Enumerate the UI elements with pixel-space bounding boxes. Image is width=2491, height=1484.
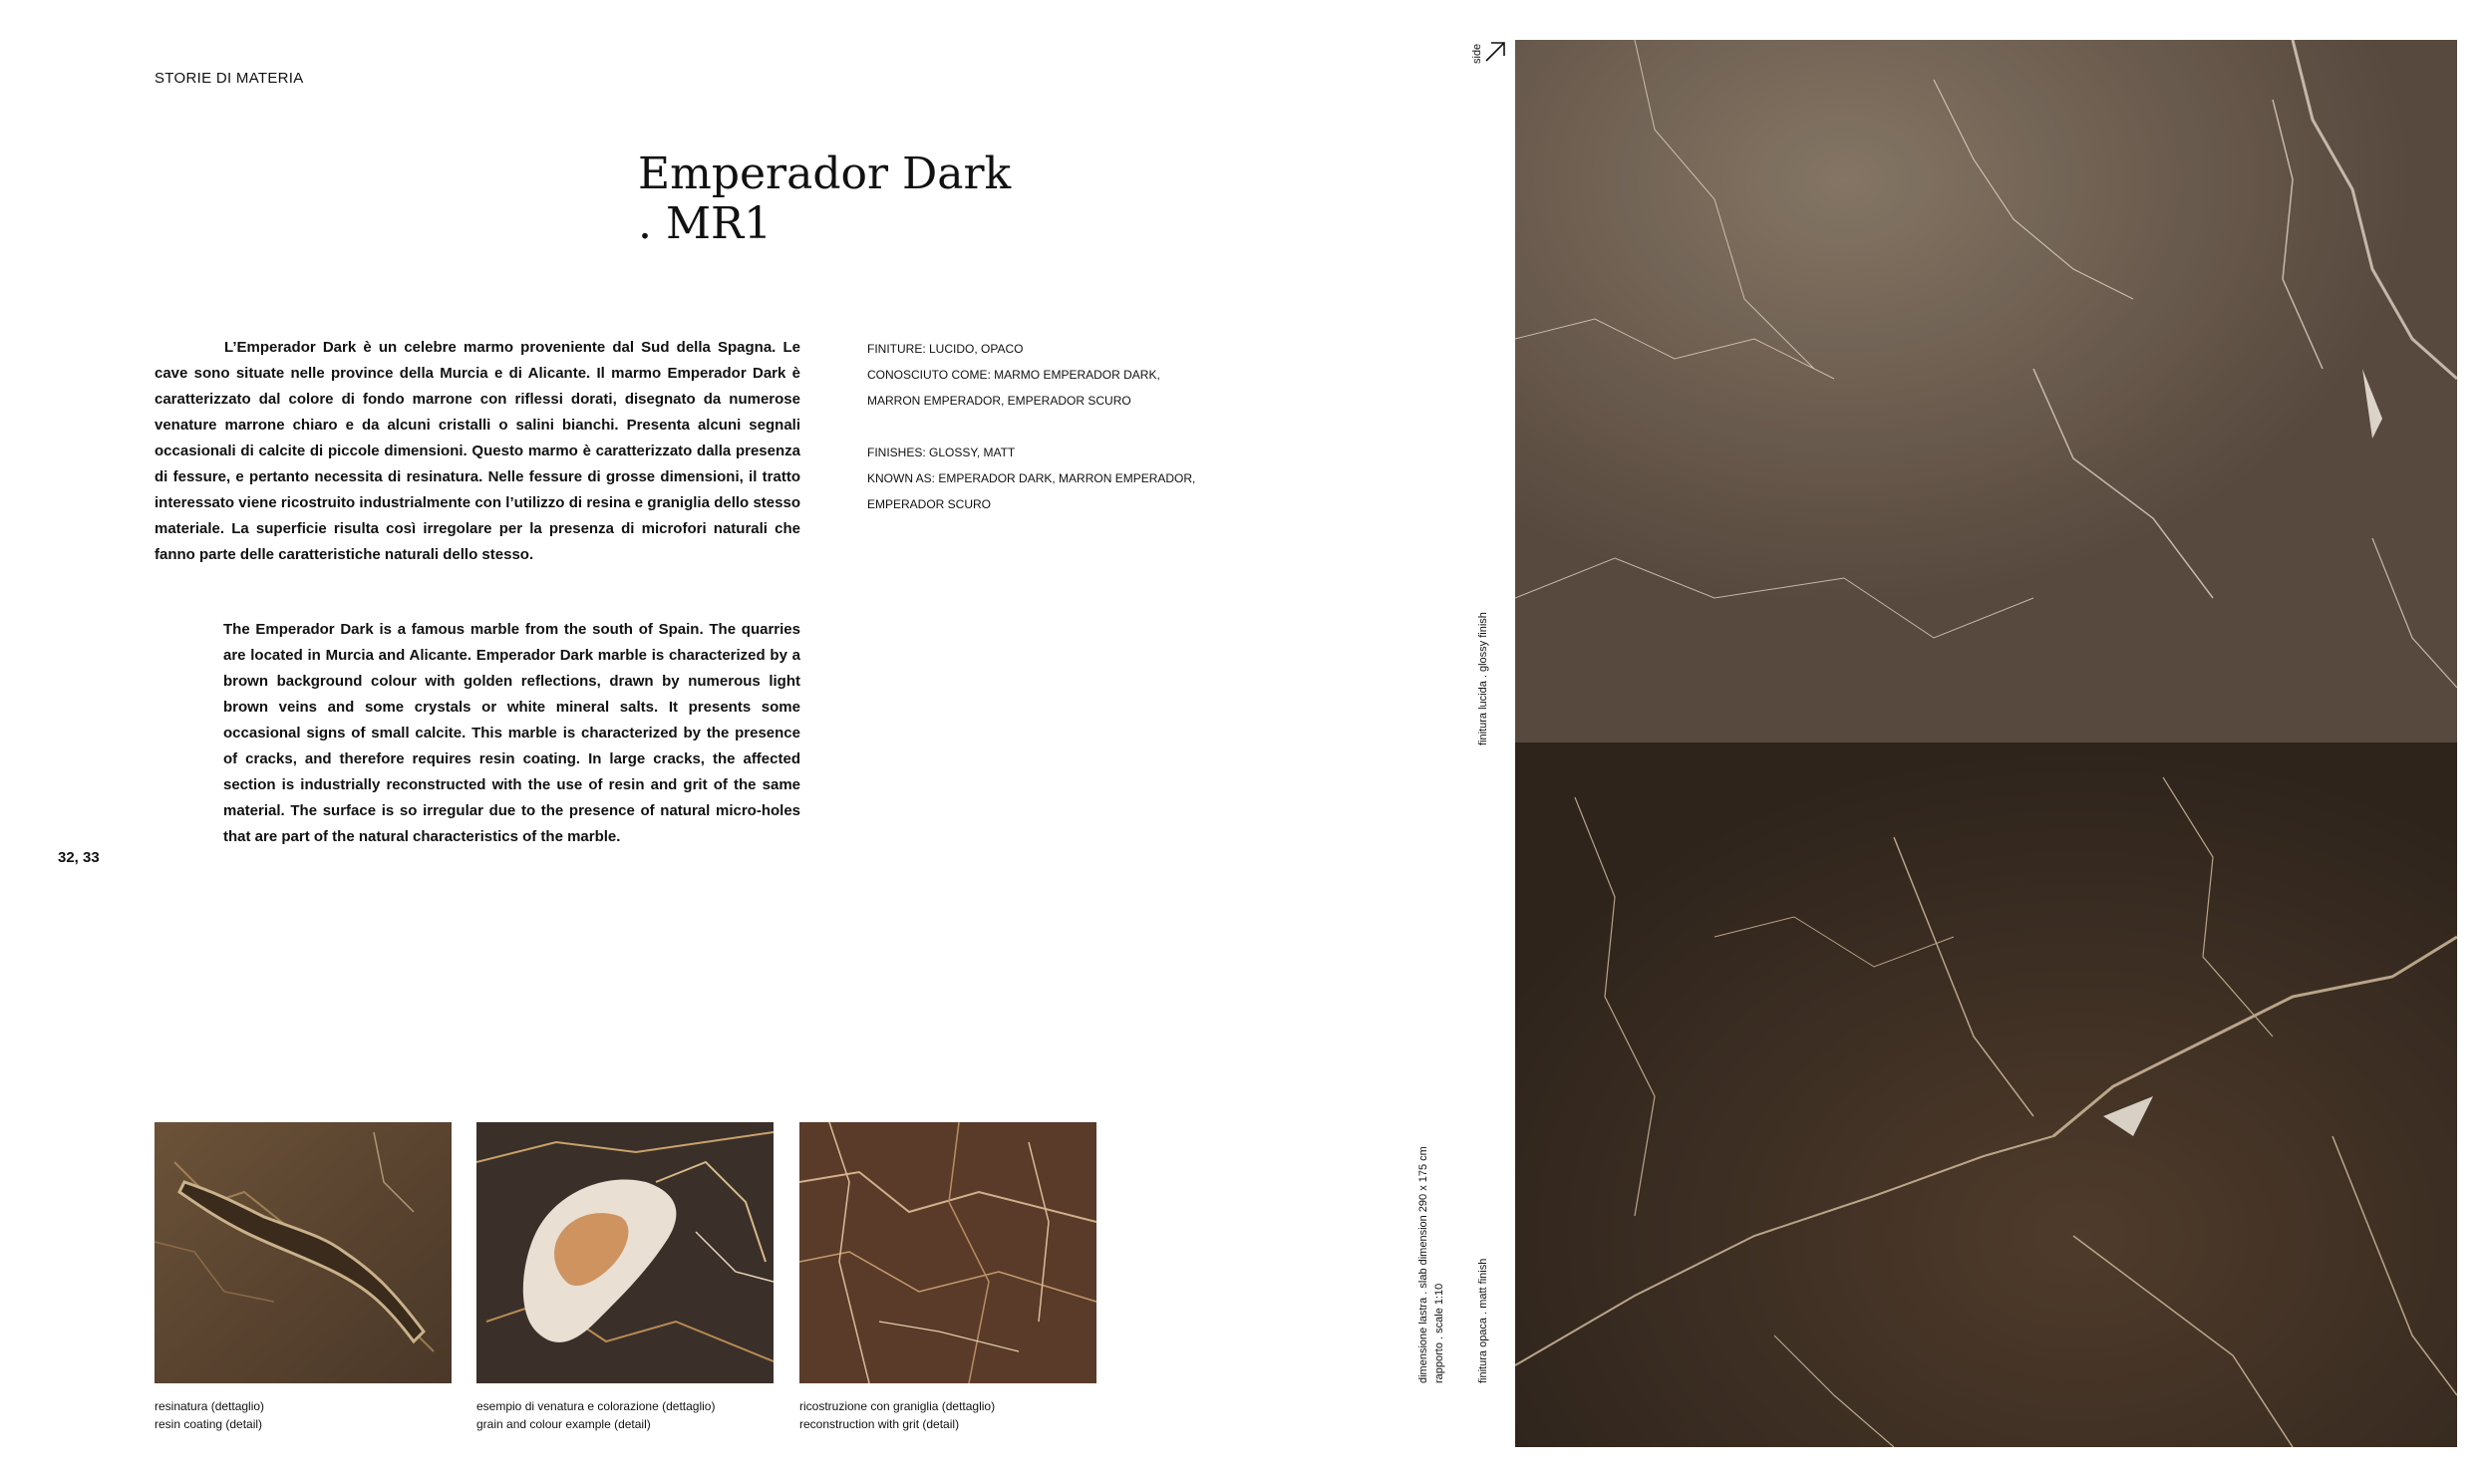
caption-en: resin coating (detail) [155, 1417, 263, 1431]
title-line-2: . MR1 [638, 198, 773, 249]
page-number: 32, 33 [58, 849, 100, 866]
thumbnail-resin-coating [155, 1122, 452, 1383]
caption-it: esempio di venatura e colorazione (dettaglio) [476, 1399, 716, 1413]
caption-en: reconstruction with grit (detail) [799, 1417, 960, 1431]
title-line-1: Emperador Dark [638, 148, 1012, 199]
thumbnail-grit-reconstruction [799, 1122, 1096, 1383]
slab-scale-label: rapporto . scale 1:10 [1433, 1283, 1445, 1383]
spec-finishes: FINISHES: GLOSSY, MATT [867, 445, 1016, 459]
slab-dimension-label: dimensione lastra . slab dimension 290 x 175 cm [1417, 1146, 1429, 1383]
matt-finish-label: finitura opaca . matt finish [1477, 1258, 1489, 1383]
marble-slab-image [1515, 40, 2457, 1447]
spec-conosciuto-1: CONOSCIUTO COME: MARMO EMPERADOR DARK, [867, 368, 1160, 382]
side-label: side [1471, 43, 1483, 64]
running-head: STORIE DI MATERIA [155, 70, 304, 87]
caption-it: ricostruzione con graniglia (dettaglio) [799, 1399, 996, 1413]
thumbnail-grain-colour [476, 1122, 774, 1383]
specs-column [867, 336, 1195, 517]
caption-grit-reconstruction [799, 1397, 995, 1433]
spec-conosciuto-2: MARRON EMPERADOR, EMPERADOR SCURO [867, 394, 1131, 408]
caption-en: grain and colour example (detail) [476, 1417, 651, 1431]
caption-grain-colour [476, 1397, 715, 1433]
body-italian [155, 335, 800, 568]
body-english: The Emperador Dark is a famous marble from the south of Spain. The quarries are located in Murcia and Alicante. Emperador Dark marble is characterized by a brown background colour with golden reflections, drawn by numerous light brown veins and some crystals or white mineral salts. It presents some occasional signs of small calcite. This marble is characterized by the presence of cracks, and therefore requires resin coating. In large cracks, the affected section is industrially reconstructed with the use of resin and grit of the same material. The surface is so irregular due to the presence of natural micro-holes that are part of the natural characteristics of the marble. [223, 621, 800, 845]
spec-finiture: FINITURE: LUCIDO, OPACO [867, 342, 1024, 356]
spec-known-2: EMPERADOR SCURO [867, 497, 992, 511]
glossy-finish-label: finitura lucida . glossy finish [1477, 612, 1489, 745]
spec-known-1: KNOWN AS: EMPERADOR DARK, MARRON EMPERADOR, [867, 471, 1196, 485]
page-title [638, 149, 1011, 249]
caption-resin-coating [155, 1397, 264, 1433]
arrow-up-right-icon [1483, 40, 1507, 64]
caption-it: resinatura (dettaglio) [155, 1399, 265, 1413]
body-italian-text: L’Emperador Dark è un celebre marmo proveniente dal Sud della Spagna. Le cave sono situate nelle province della Murcia e di Alicante. Il marmo Emperador Dark è caratterizzato dal colore di fondo marrone con riflessi dorati, disegnato da numerose venature marrone chiaro e da alcuni cristalli o salini bianchi. Presenta alcuni segnali occasionali di calcite di piccole dimensioni. Questo marmo è caratterizzato dalla presenza di fessure, e pertanto necessita di resinatura. Nelle fessure di grosse dimensioni, il tratto interessato viene ricostruito industrialmente con l’utilizzo di resina e graniglia dello stesso materiale. La superficie risulta così irregolare per la presenza di microfori naturali che fanno parte delle caratteristiche naturali dello stesso. [155, 339, 800, 563]
